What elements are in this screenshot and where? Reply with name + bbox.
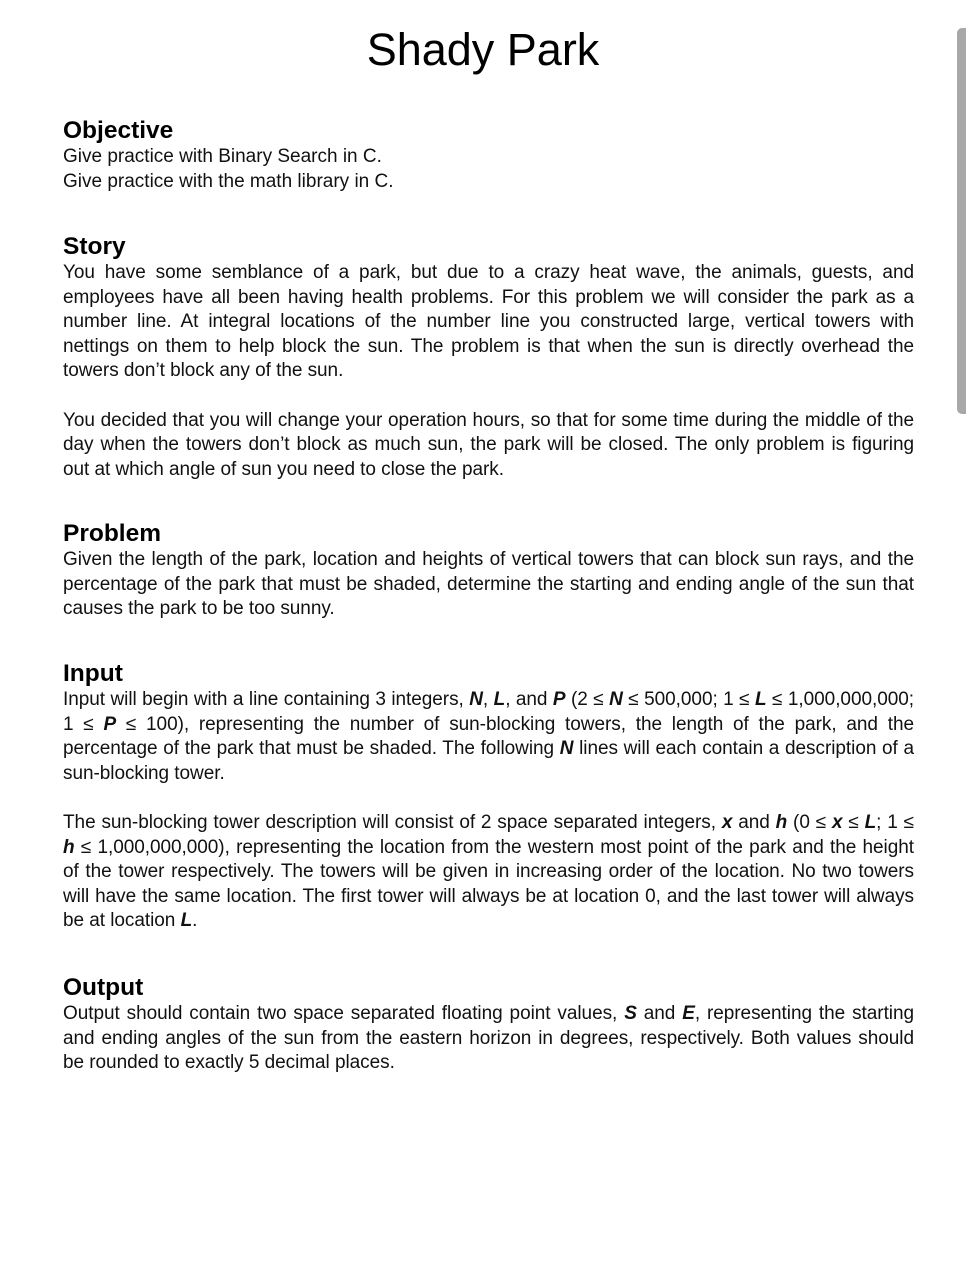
output-heading: Output — [63, 974, 144, 1001]
problem-heading: Problem — [63, 520, 162, 547]
page-title: Shady Park — [366, 24, 600, 75]
input-heading: Input — [63, 660, 123, 687]
story-section — [63, 233, 914, 482]
input-paragraph-1: Input will begin with a line containing 3 integers, N, L, and P (2 ≤ N ≤ 500,000; 1 ≤ L ≤ 1,000,000,000; 1 ≤ P ≤ 100), representing the number of sun-blocking towers, the length of the park, and the percentage of the park that must be shaded. The following N lines will each contain a description of a sun-blocking tower. — [63, 689, 914, 784]
input-section — [63, 660, 914, 934]
problem-paragraph: Given the length of the park, location and heights of vertical towers that can block sun rays, and the percentage of the park that must be shaded, determine the starting and ending angle of the sun that causes the park to be too sunny. — [63, 549, 914, 620]
objective-heading: Objective — [63, 117, 174, 144]
story-heading: Story — [63, 233, 126, 260]
objective-line: Give practice with Binary Search in C. — [63, 146, 382, 167]
story-paragraph-1: You have some semblance of a park, but due to a crazy heat wave, the animals, guests, and employees have all been having health problems. For this problem we will consider the park as a number line. At integral locations of the number line you constructed large, vertical towers with nettings on them to help block the sun. The problem is that when the sun is directly overhead the towers don’t block any of the sun. — [63, 262, 914, 382]
objective-section — [63, 117, 914, 194]
output-section — [63, 974, 914, 1076]
output-paragraph: Output should contain two space separated floating point values, S and E, representing the starting and ending angles of the sun from the eastern horizon in degrees, respectively. Both values should be rounded to exactly 5 decimal places. — [63, 1003, 914, 1074]
objective-line: Give practice with the math library in C. — [63, 170, 394, 192]
scrollbar[interactable] — [957, 28, 966, 414]
problem-section — [63, 520, 914, 622]
input-paragraph-2: The sun-blocking tower description will consist of 2 space separated integers, x and h (0 ≤ x ≤ L; 1 ≤ h ≤ 1,000,000,000), representing the location from the western most point of the park and the height of the tower respectively. The towers will be given in increasing order of the location. No two towers will have the same location. The first tower will always be at location 0, and the last tower will always be at location L. — [63, 811, 914, 932]
story-paragraph-2: You decided that you will change your operation hours, so that for some time during the middle of the day when the towers don’t block as much sun, the park will be closed. The only problem is figuring out at which angle of sun you need to close the park. — [63, 409, 914, 480]
